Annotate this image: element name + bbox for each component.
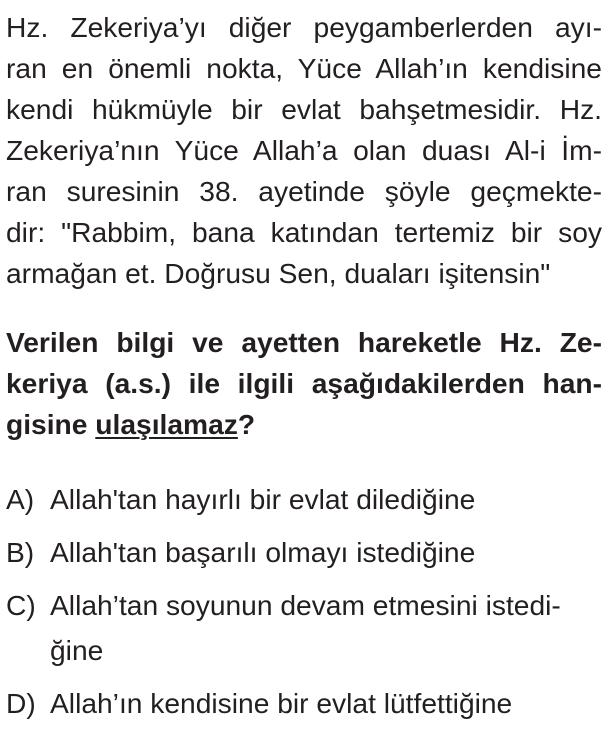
passage-line: kendi hükmüyle bir evlat bahşetmesidir. Hz. [6,93,602,125]
passage-line: Hz. Zekeriya’yı diğer peygamberlerden ayı- [6,11,602,43]
passage-line: Zekeriya’nın Yüce Allah’a olan duası Al-i İm- [6,134,602,166]
option-letter: B) [6,536,35,568]
question-line: keriya (a.s.) ile ilgili aşağıdakilerden han- [6,367,602,399]
question-line [6,407,255,441]
option-b[interactable] [6,535,475,569]
passage-line: armağan et. Doğrusu Sen, duaları işitensin" [6,257,551,289]
option-c-continuation: ğine [50,634,104,666]
passage-line: ran suresinin 38. ayetinde şöyle geçmekte- [6,175,602,207]
passage-line: dir: "Rabbim, bana katından tertemiz bir soy [6,216,602,248]
option-text: Allah'tan başarılı olmayı istediğine [50,536,476,568]
option-text: Allah’tan soyunun devam etmesini istedi- [50,589,561,621]
option-text: Allah'tan hayırlı bir evlat dilediğine [50,483,476,515]
option-letter: D) [6,687,36,719]
option-d[interactable] [6,686,512,720]
question-keyword: ulaşılamaz [95,408,238,440]
passage-line: ran en önemli nokta, Yüce Allah’ın kendisine [6,52,602,84]
question-prefix: gisine [6,408,96,440]
option-a[interactable] [6,482,475,516]
option-letter: A) [6,483,35,515]
option-letter: C) [6,589,36,621]
question-line: Verilen bilgi ve ayetten hareketle Hz. Ze- [6,326,602,358]
option-c[interactable] [6,588,561,622]
question-mark: ? [237,408,256,440]
option-text: Allah’ın kendisine bir evlat lütfettiğine [50,687,513,719]
